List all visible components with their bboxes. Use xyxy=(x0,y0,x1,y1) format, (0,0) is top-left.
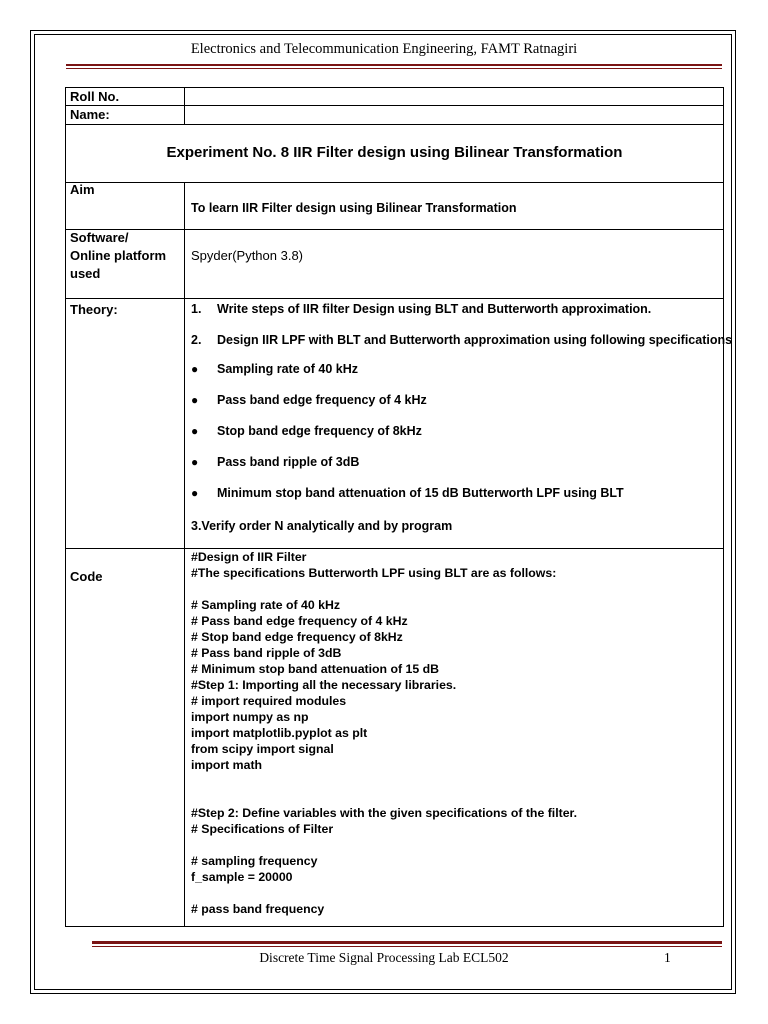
theory-bullet-4: Pass band ripple of 3dB xyxy=(217,455,360,469)
software-label-line3: used xyxy=(70,266,101,281)
theory-item1-number: 1. xyxy=(191,302,202,316)
code-line: # pass band frequency xyxy=(191,902,325,916)
software-label-line1: Software/ xyxy=(70,230,129,245)
code-line: #Step 2: Define variables with the given specifications of the filter. xyxy=(191,806,578,820)
footer-rule xyxy=(92,941,722,944)
code-line: # Stop band edge frequency of 8kHz xyxy=(191,630,403,644)
code-line: # Sampling rate of 40 kHz xyxy=(191,598,340,612)
header-rule xyxy=(66,64,722,66)
theory-bullet-5: Minimum stop band attenuation of 15 dB Butterworth LPF using BLT xyxy=(217,486,624,500)
code-line: # Pass band ripple of 3dB xyxy=(191,646,342,660)
header-rule-thin xyxy=(66,68,722,69)
roll-no-value-cell[interactable] xyxy=(184,87,724,106)
name-value-cell[interactable] xyxy=(184,105,724,125)
code-line: from scipy import signal xyxy=(191,742,334,756)
theory-bullet-2: Pass band edge frequency of 4 kHz xyxy=(217,393,427,407)
header-institution: Electronics and Telecommunication Engineering, FAMT Ratnagiri xyxy=(190,41,578,57)
bullet-icon: ● xyxy=(191,393,199,407)
code-line: import matplotlib.pyplot as plt xyxy=(191,726,368,740)
roll-no-label: Roll No. xyxy=(70,89,120,104)
software-label-line2: Online platform xyxy=(70,248,167,263)
name-label: Name: xyxy=(70,107,110,122)
code-label: Code xyxy=(70,569,103,584)
code-line: # Specifications of Filter xyxy=(191,822,334,836)
code-line: # Pass band edge frequency of 4 kHz xyxy=(191,614,408,628)
experiment-table xyxy=(65,87,733,927)
theory-label: Theory: xyxy=(70,302,118,317)
software-value: Spyder(Python 3.8) xyxy=(191,248,304,263)
aim-label: Aim xyxy=(70,182,95,197)
code-line: # sampling frequency xyxy=(191,854,318,868)
experiment-title: Experiment No. 8 IIR Filter design using Bilinear Transformation xyxy=(166,144,623,161)
aim-text: To learn IIR Filter design using Bilinear Transformation xyxy=(191,201,517,215)
theory-item3: 3.Verify order N analytically and by program xyxy=(191,519,453,533)
theory-item2-number: 2. xyxy=(191,333,202,347)
theory-label-cell xyxy=(65,298,185,549)
code-label-cell xyxy=(65,548,185,927)
code-line: #The specifications Butterworth LPF using BLT are as follows: xyxy=(191,566,557,580)
code-line: #Design of IIR Filter xyxy=(191,550,307,564)
code-line: f_sample = 20000 xyxy=(191,870,293,884)
code-line: # Minimum stop band attenuation of 15 dB xyxy=(191,662,439,676)
code-line: import math xyxy=(191,758,263,772)
code-line: # import required modules xyxy=(191,694,347,708)
theory-item2: Design IIR LPF with BLT and Butterworth approximation using following specifications xyxy=(217,333,733,347)
theory-item1: Write steps of IIR filter Design using BLT and Butterworth approximation. xyxy=(217,302,652,316)
footer-rule-thin xyxy=(92,946,722,947)
bullet-icon: ● xyxy=(191,362,199,376)
page-number: 1 xyxy=(664,950,671,965)
bullet-icon: ● xyxy=(191,486,199,500)
theory-bullet-3: Stop band edge frequency of 8kHz xyxy=(217,424,422,438)
code-line: #Step 1: Importing all the necessary libraries. xyxy=(191,678,457,692)
bullet-icon: ● xyxy=(191,455,199,469)
theory-bullet-1: Sampling rate of 40 kHz xyxy=(217,362,359,376)
footer-lab-name: Discrete Time Signal Processing Lab ECL502 xyxy=(259,950,509,965)
code-line: import numpy as np xyxy=(191,710,309,724)
bullet-icon: ● xyxy=(191,424,199,438)
